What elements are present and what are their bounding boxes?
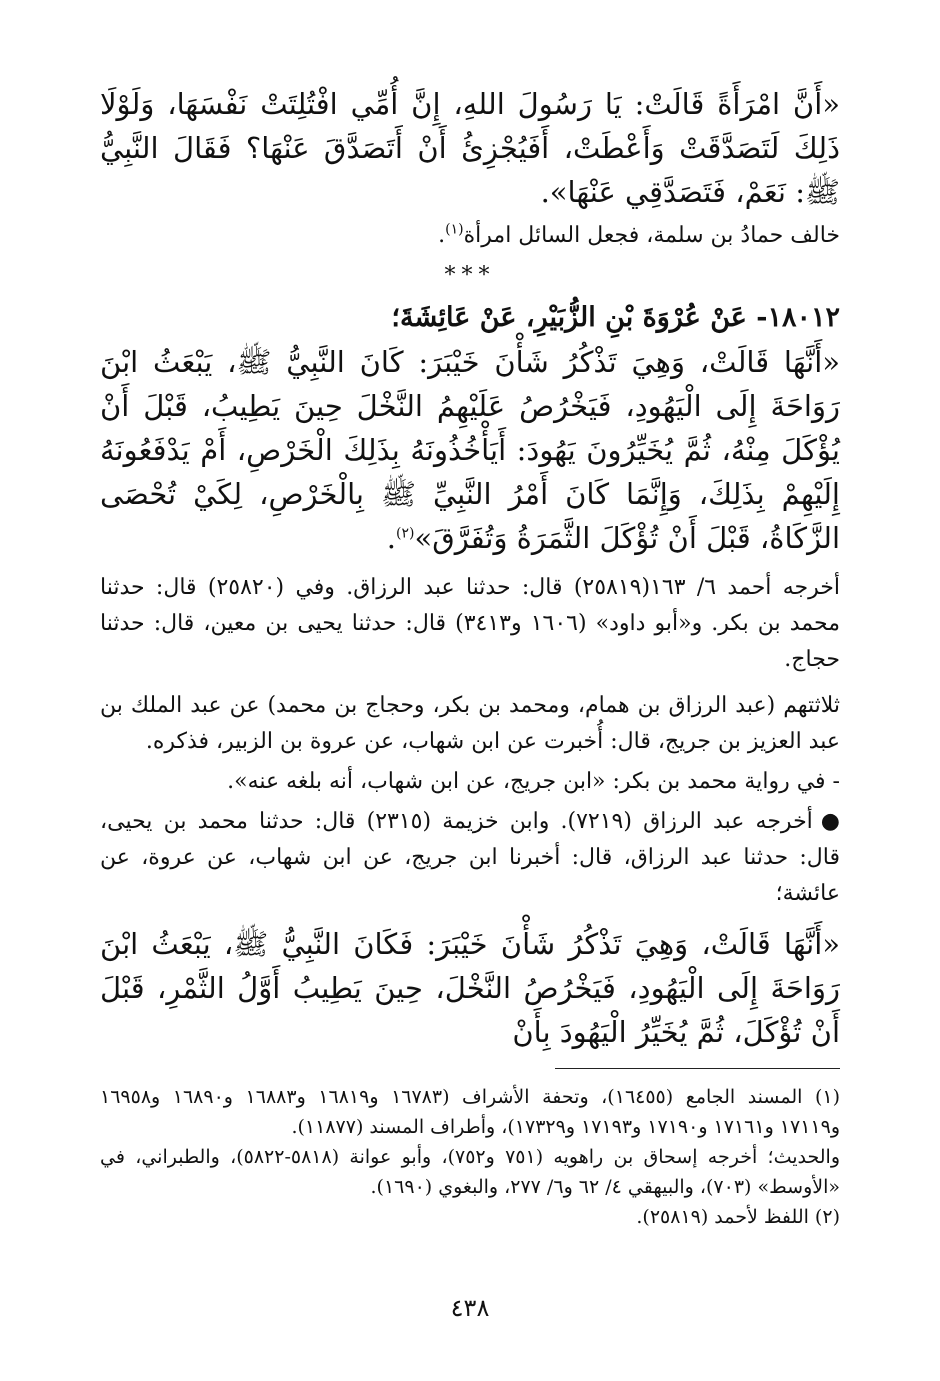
page-number: ٤٣٨ bbox=[450, 1294, 490, 1322]
footnote-2: (٢) اللفظ لأحمد (٢٥٨١٩). bbox=[636, 1206, 840, 1228]
section-separator: *** bbox=[444, 263, 496, 288]
takhrij-paragraph-2: ثلاثتهم (عبد الرزاق بن همام، ومحمد بن بكر، وحجاج بن محمد) عن عبد الملك بن عبد العزيز بن جريج، قال: أُخبرت عن ابن شهاب، عن عروة بن الزبير، فذكره. bbox=[100, 693, 840, 754]
footnote-ref-2: (٢) bbox=[396, 525, 415, 542]
bullet-icon: ● bbox=[820, 809, 840, 834]
takhrij-paragraph-1: أخرجه أحمد ٦/ ١٦٣(٢٥٨١٩) قال: حدثنا عبد الرزاق. وفي (٢٥٨٢٠) قال: حدثنا محمد بن بكر. و«أبو داود» (١٦٠٦ و٣٤١٣) قال: حدثنا يحيى بن معين، قال: حدثنا حجاج. bbox=[100, 575, 840, 672]
takhrij-paragraph-3: - في رواية محمد بن بكر: «ابن جريج، عن ابن شهاب، أنه بلغه عنه». bbox=[227, 769, 840, 794]
footnote-divider bbox=[555, 1068, 840, 1069]
chain-note-1-text: خالف حمادُ بن سلمة، فجعل السائل امرأة bbox=[463, 223, 840, 248]
chain-note-1 bbox=[100, 218, 840, 254]
takhrij-paragraph-4 bbox=[100, 804, 840, 912]
footnote-1: (١) المسند الجامع (١٦٤٥٥)، وتحفة الأشراف (١٦٧٨٣ و١٦٨١٩ و١٦٨٨٣ و١٦٨٩٠ و١٦٩٥٨ و١٧١١٩ و١٧١٦١ و١٧١٩٠ و١٧١٩٣ و١٧٣٢٩)، وأطراف المسند (١١٨٧٧). bbox=[100, 1086, 841, 1138]
takhrij-paragraph-4-text: أخرجه عبد الرزاق (٧٢١٩). وابن خزيمة (٢٣١٥) قال: حدثنا محمد بن يحيى، قال: حدثنا عبد الرزاق، قال: أخبرنا ابن جريج، عن ابن شهاب، عن عروة، عن عائشة؛ bbox=[100, 809, 840, 906]
main-text bbox=[100, 82, 840, 1054]
hadith-heading-18012: ١٨٠١٢- عَنْ عُرْوَةَ بْنِ الزُّبَيْرِ، عَنْ عَائِشَةَ؛ bbox=[391, 302, 840, 333]
chain-note-1-end: . bbox=[438, 223, 446, 248]
footnotes bbox=[100, 1082, 840, 1232]
footnote-ref-1: (١) bbox=[445, 221, 464, 238]
hadith-text-2 bbox=[100, 340, 840, 560]
hadith-text-2-end: . bbox=[386, 521, 396, 555]
footnote-1-continued: والحديث؛ أخرجه إسحاق بن راهويه (٧٥١ و٧٥٢)، وأبو عوانة (٥٨١٨-٥٨٢٢)، والطبراني، في «الأوسط» (٧٠٣)، والبيهقي ٤/ ٦٢ و٦/ ٢٧٧، والبغوي (١٦٩٠). bbox=[100, 1146, 840, 1198]
hadith-text-1: «أَنَّ امْرَأَةً قَالَتْ: يَا رَسُولَ اللهِ، إِنَّ أُمِّي افْتُلِتَتْ نَفْسَهَا، وَلَوْلَا ذَلِكَ لَتَصَدَّقَتْ وَأَعْطَتْ، أَفَيُجْزِئُ أَنْ أَتَصَدَّقَ عَنْهَا؟ فَقَالَ النَّبِيُّ ﷺ: نَعَمْ، فَتَصَدَّقِي عَنْهَا». bbox=[100, 87, 840, 209]
hadith-text-2-body: «أَنَّهَا قَالَتْ، وَهِيَ تَذْكُرُ شَأْنَ خَيْبَرَ: كَانَ النَّبِيُّ ﷺ، يَبْعَثُ ابْنَ رَوَاحَةَ إِلَى الْيَهُودِ، فَيَخْرُصُ عَلَيْهِمُ النَّخْلَ حِينَ يَطِيبُ، قَبْلَ أَنْ يُؤْكَلَ مِنْهُ، ثُمَّ يُخَيِّرُونَ يَهُودَ: أَيَأْخُذُونَهُ بِذَلِكَ الْخَرْصِ، أَمْ يَدْفَعُونَهُ إِلَيْهِمْ بِذَلِكَ، وَإِنَّمَا كَانَ أَمْرُ النَّبِيِّ ﷺ بِالْخَرْصِ، لِكَيْ تُحْصَى الزَّكَاةُ، قَبْلَ أَنْ تُؤْكَلَ الثَّمَرَةُ وَتُفَرَّقَ» bbox=[100, 345, 840, 555]
hadith-text-3: «أَنَّهَا قَالَتْ، وَهِيَ تَذْكُرُ شَأْنَ خَيْبَرَ: فَكَانَ النَّبِيُّ ﷺ، يَبْعَثُ ابْنَ رَوَاحَةَ إِلَى الْيَهُودِ، فَيَخْرُصُ النَّخْلَ، حِينَ يَطِيبُ أَوَّلُ الثَّمْرِ، قَبْلَ أَنْ تُؤْكَلَ، ثُمَّ يُخَيِّرُ الْيَهُودَ بِأَنْ bbox=[100, 927, 840, 1049]
